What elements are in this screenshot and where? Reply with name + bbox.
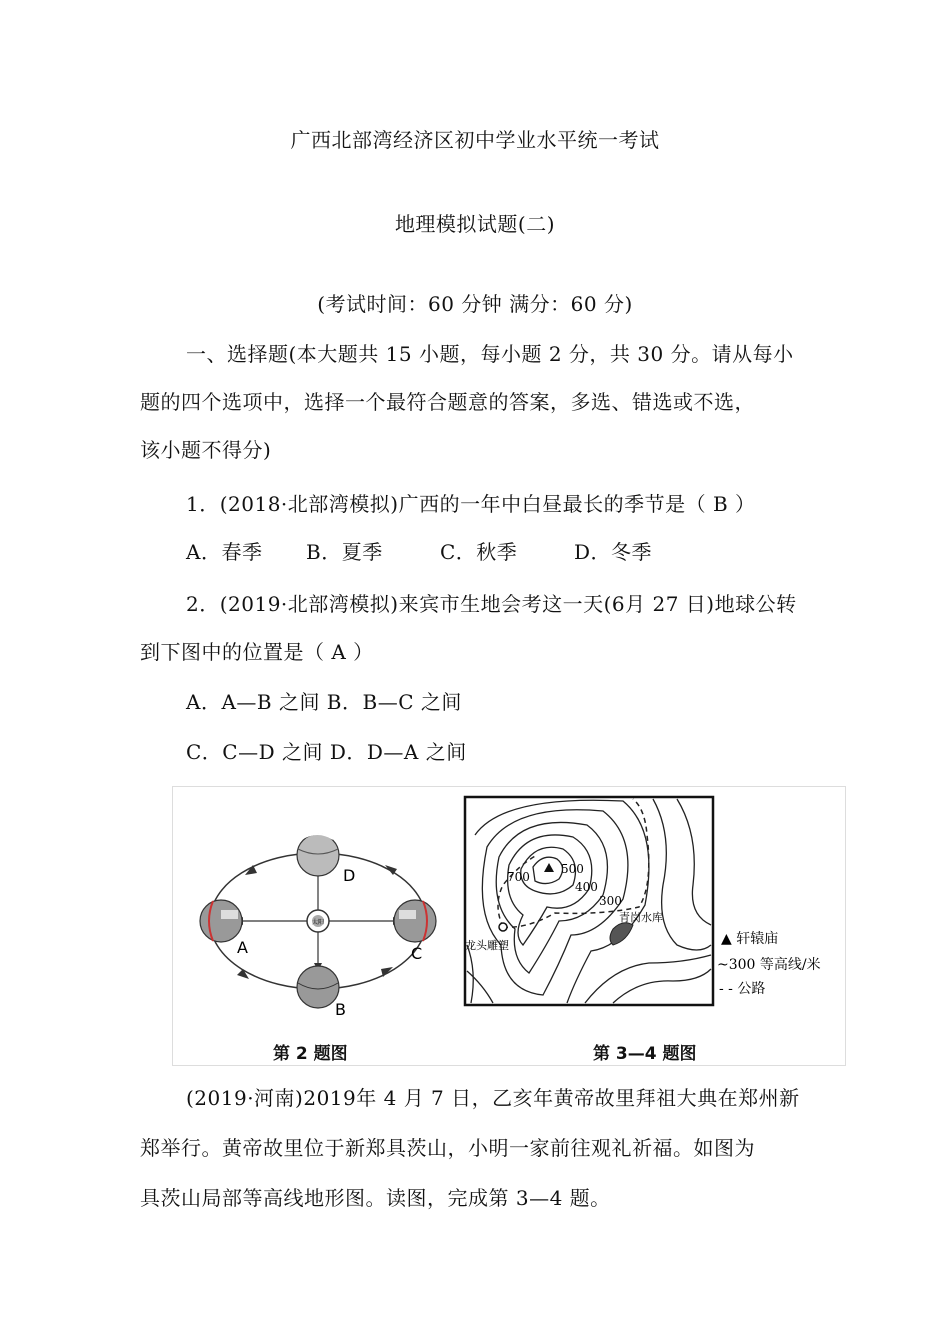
- passage-line-3: 具茨山局部等高线地形图。读图，完成第 3—4 题。: [140, 1186, 611, 1210]
- legend-contour: ~300 等高线/米: [717, 957, 821, 973]
- sculpture-label: 龙头雕塑: [465, 939, 509, 952]
- exam-title: 广西北部湾经济区初中学业水平统一考试: [290, 128, 660, 152]
- label-c: C: [411, 944, 423, 963]
- contour-700-label: 700: [507, 870, 530, 884]
- legend-road: - - 公路: [719, 981, 766, 997]
- label-b: B: [335, 1000, 346, 1019]
- contour-300-label: 300: [599, 894, 622, 908]
- question-2-stem-line-1: 2．(2019·北部湾模拟)来宾市生地会考这一天(6月 27 日)地球公转: [186, 592, 797, 616]
- question-2-options-row-2: C．C—D 之间 D．D—A 之间: [186, 740, 467, 764]
- question-1-option-c: C．秋季: [440, 540, 518, 564]
- reservoir-label: 青岗水库: [619, 911, 663, 924]
- question-1-option-a: A．春季: [186, 540, 263, 564]
- figure-panel: [172, 786, 846, 1066]
- question-1-option-b: B．夏季: [306, 540, 383, 564]
- figure-3-4-caption: 第 3—4 题图: [593, 1044, 697, 1064]
- question-1-option-d: D．冬季: [574, 540, 653, 564]
- passage-line-1: (2019·河南)2019年 4 月 7 日，乙亥年黄帝故里拜祖大典在郑州新: [186, 1086, 800, 1110]
- section1-line-2: 题的四个选项中，选择一个最符合题意的答案，多选、错选或不选，: [140, 390, 755, 414]
- label-a: A: [237, 938, 248, 957]
- sun-label: 太阳: [311, 919, 325, 926]
- exam-subtitle: 地理模拟试题(二): [394, 212, 556, 236]
- contour-500-label: 500: [561, 862, 584, 876]
- legend-temple: ▲ 轩辕庙: [721, 931, 779, 947]
- section1-line-3: 该小题不得分): [140, 438, 272, 462]
- section1-line-1: 一、选择题(本大题共 15 小题，每小题 2 分，共 30 分。请从每小: [186, 342, 794, 366]
- exam-info: (考试时间：60 分钟 满分：60 分): [317, 292, 633, 316]
- contour-map: [463, 795, 843, 1007]
- earth-orbit-diagram: [183, 793, 453, 1023]
- figure-2-caption: 第 2 题图: [273, 1044, 348, 1064]
- question-2-stem-line-2: 到下图中的位置是（ A ）: [140, 640, 374, 664]
- contour-400-label: 400: [575, 880, 598, 894]
- passage-line-2: 郑举行。黄帝故里位于新郑具茨山，小明一家前往观礼祈福。如图为: [140, 1136, 755, 1160]
- label-d: D: [343, 866, 356, 885]
- question-2-options-row-1: A．A—B 之间 B．B—C 之间: [186, 690, 462, 714]
- question-1-stem: 1．(2018·北部湾模拟)广西的一年中白昼最长的季节是（ B ）: [186, 492, 756, 516]
